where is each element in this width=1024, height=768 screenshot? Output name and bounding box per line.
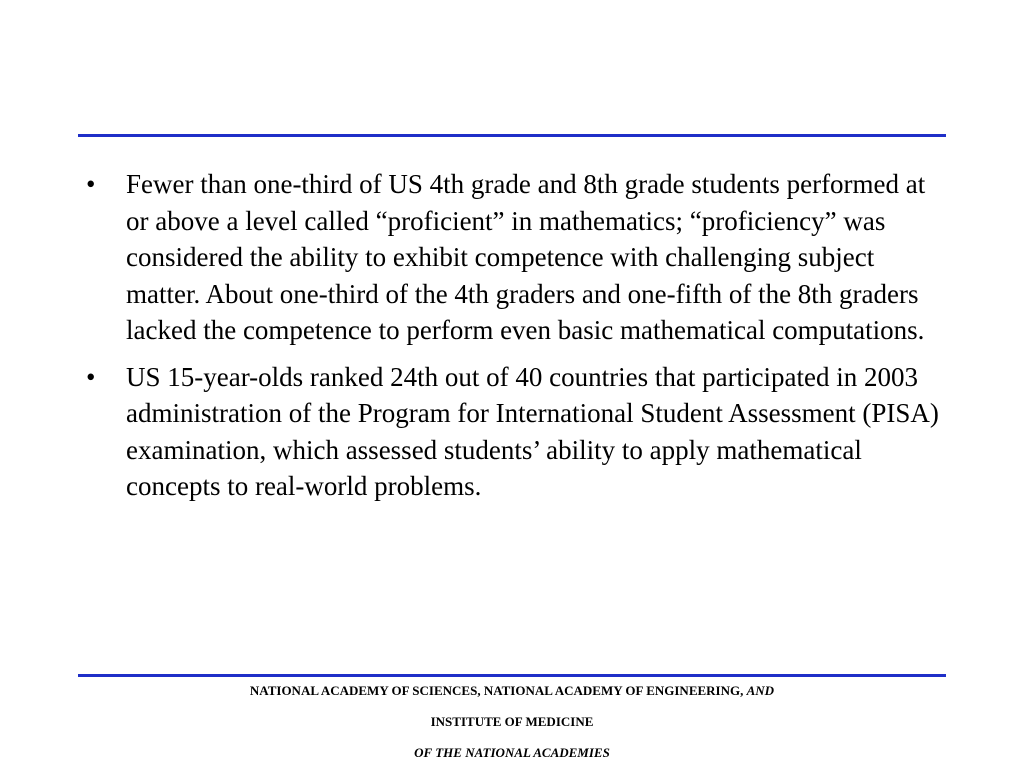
footer-organizations: NATIONAL ACADEMY OF SCIENCES, NATIONAL ACADEMY OF ENGINEERING, — [249, 683, 744, 698]
footer-line-3: OF THE NATIONAL ACADEMIES — [414, 745, 610, 760]
slide-body — [86, 166, 946, 515]
bullet-icon: • — [86, 169, 96, 199]
bullet-list — [86, 166, 946, 505]
bullet-text: Fewer than one-third of US 4th grade and 8th grade students performed at or above a level called “proficient” in mathematics; “proficiency” was considered the ability to exhibit competence with challenging subject matter. About one-third of the 4th graders and one-fifth of the 8th graders lacked the competence to perform even basic mathematical computations. — [126, 169, 926, 345]
bullet-icon: • — [86, 361, 96, 392]
top-divider-line — [78, 134, 946, 137]
bullet-item-pisa — [86, 359, 946, 505]
bullet-text: US 15-year-olds ranked 24th out of 40 countries that participated in 2003 administration of the Program for International Student Assessment (PISA) examination, which assessed students’ ability to apply mathematical concepts to real-world problems. — [126, 361, 939, 501]
bottom-divider-line — [78, 674, 946, 677]
footer-and: AND — [746, 683, 775, 698]
footer-line-1 — [0, 683, 1024, 699]
bullet-item-proficiency — [86, 166, 946, 349]
footer-line-2: INSTITUTE OF MEDICINE — [430, 714, 594, 729]
